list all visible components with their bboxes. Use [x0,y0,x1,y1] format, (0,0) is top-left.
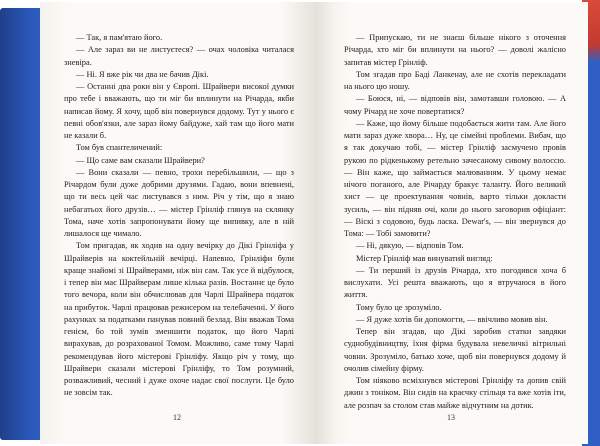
paragraph: — Що саме вам сказали Шрайвери? [76,155,205,165]
paragraph: Том пригадав, як ходив на одну вечірку до Дікі Грінліфа у Шрайверів на коктейльній вечірці. Напевно, Грінліфи були краще знайомі зі Шрайверами, ніж він сам. Так усе й відбулося, і тепер він має Шрайверам лише кілька разів. Востаннє це було того вечора, коли він обчислював для Чарлі Шрайвера податок на прибуток. Чарлі працював режисером на телебаченні. У його рахунках за податками панував повний безлад. Він вважав Тома генієм, бо той зумів зменшити податок, що його Чарлі вирахував, до розрахованої Томом. Можливо, саме тому Чарлі рекомендував його містерові Грінліфу. Якщо річ у тому, що Шрайвери сказали містерові Грінліфу, то Том розумний, розважливий, чесний і дуже охоче надає свої послуги. Це було не зовсім так. [64,241,294,398]
paragraph: — Вони сказали — певно, трохи перебільшили, — що з Річардом були дуже добрими друзями. Гадаю, вони впевнені, що ти весь цей час листувався з ним. Річ у тім, що я знаю небагатьох його друзів… — містер Грінліф глянув на склянку Тома, наче хотів запропонувати йому ще випивку, але в ній лишалося ще чимало. [64,167,294,238]
paragraph: Том був спантеличений: [76,143,163,153]
paragraph: Містер Грінліф мав винуватий вигляд: [356,253,493,263]
right-page [314,2,588,444]
paragraph: — Я дуже хотів би допомогти, — ввічливо мовив він. [356,314,548,324]
paragraph: — Припускаю, ти не знаєш більше нікого з оточення Річарда, хто міг би вплинути на нього? — доволі жалісно запитав містер Грінліф. [344,33,566,67]
right-page-number: 13 [447,413,455,422]
paragraph: Том згадав про Баді Ланкенау, але не схотів перекладати на нього цю ношу. [344,69,566,91]
paragraph: — Ти перший із друзів Річарда, хто погодився хоча б вислухати. Усі решта вважають, що я втручаюся в його життя. [344,265,566,300]
paragraph: — Ні, дякую, — відповів Том. [356,241,464,251]
open-book [40,2,588,444]
left-page [40,2,314,444]
left-page-number: 12 [173,413,181,422]
paragraph: — Каже, що йому більше подобається жити там. Але його мати зараз дуже хвора… Ну, це сімейні проблеми. Вибач, що я так докучаю тобі, — містер Грінліф засмучено провів рукою по рідкенькому ретельно зачесаному сивому волоссю. — Він каже, що займається малюванням. У цьому немає нічого поганого, але Річарду бракує таланту. Його великий хист — це проектування човнів, варто тільки докласти зусиль, — він підняв очі, коли до нього заговорив офіціант: — Віскі з содовою, будь ласка. Dewar's, — він звернувся до Тома: — Тобі замовити? [344,118,566,238]
paragraph: Тому було це зрозуміло. [356,302,442,312]
paragraph: — Ні. Я вже рік чи два не бачив Дікі. [76,69,209,79]
right-page-text [344,32,566,412]
paragraph: — Боюся, ні, — відповів він, замотавши головою. — А чому Річард не хоче повертатися? [344,94,566,116]
paragraph: — Але зараз ви не листуєтеся? — очах чоловіка читалася зневіра. [64,45,294,67]
paragraph: Тепер він згадав, що Дікі заробив статки завдяки суднобудівництву, їхня фірма будувала невеличкі вітрильні човни. Зрозуміло, батько хоче, щоб він повернувся додому й очолив сімейну фірму. [344,327,566,373]
paragraph: Том ніяково всміхнувся містерові Грінліфу та допив свій джин з тоніком. Він сидів на краєчку стільця та вже хотів іти, але розпач за столом став майже відчутним на дотик. [344,376,566,410]
left-page-text [64,32,294,400]
paragraph: — Так, я пам'ятаю його. [76,33,163,42]
paragraph: — Останні два роки він у Європі. Шрайвери високої думки про тебе і вважають, що ти міг би вплинути на Річарда, якби написав йому. Я хочу, щоб він повернувся додому. Тут у нього є певні обов'язки, але зараз йому байдуже, хай там що його мати не казали б. [64,82,294,140]
